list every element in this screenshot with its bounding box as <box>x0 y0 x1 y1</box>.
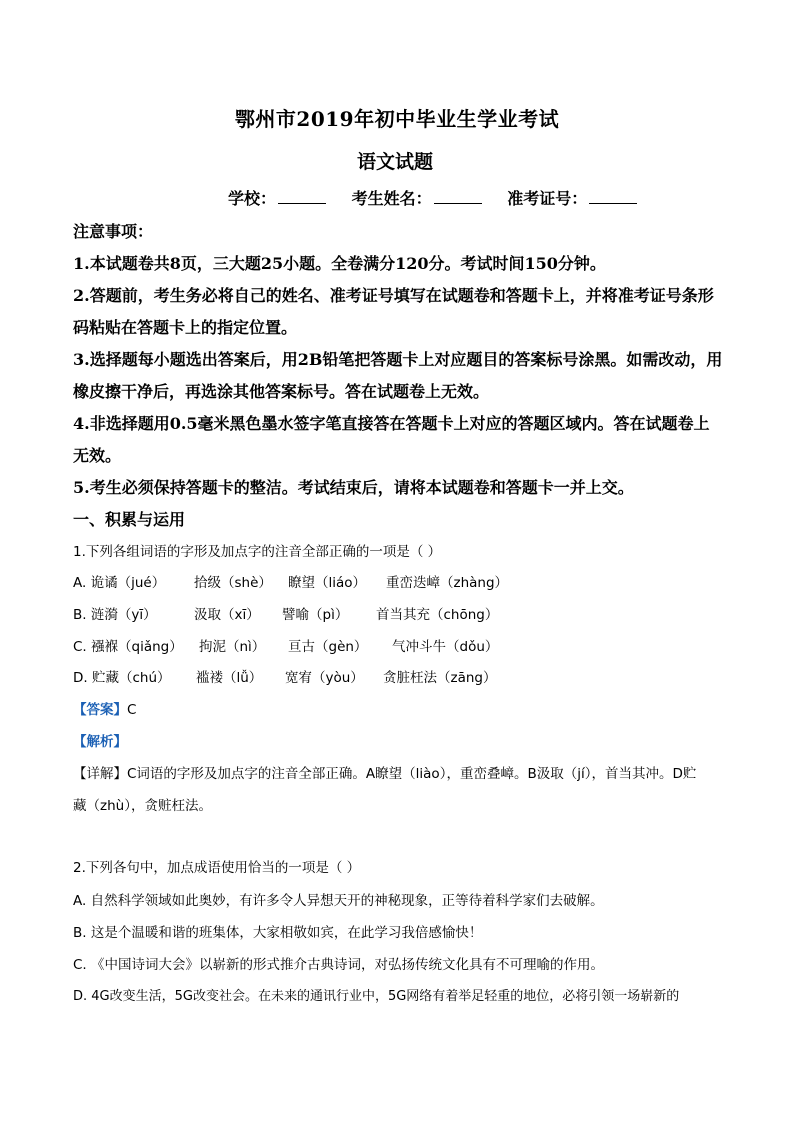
notice-line-3b: 橡皮擦干净后，再选涂其他答案标号。答在试题卷上无效。 <box>73 382 490 401</box>
q1-answer <box>73 698 136 718</box>
q1-option-b-4: 首当其充（chōng） <box>376 607 499 623</box>
notice-line-3a: 3.选择题每小题选出答案后，用2B铅笔把答题卡上对应题目的答案标号涂黑。如需改动，用 <box>73 350 723 369</box>
q1-option-a-1: A. 诡谲（jué） <box>73 575 166 591</box>
school-label: 学校： <box>228 189 277 208</box>
id-blank[interactable] <box>589 188 637 204</box>
q1-detail-line-1 <box>73 762 696 782</box>
notice-line-1: 1.本试题卷共8页，三大题25小题。全卷满分120分。考试时间150分钟。 <box>73 254 606 273</box>
name-label: 考生姓名： <box>351 189 432 208</box>
candidate-info-line <box>228 186 657 209</box>
page-title: 鄂州市2019年初中毕业生学业考试 <box>234 107 560 131</box>
notice-line-2b: 码粘贴在答题卡上的指定位置。 <box>73 318 298 337</box>
q1-option-c-2: 拘泥（nì） <box>199 639 266 655</box>
q2-option-b: B. 这是个温暖和谐的班集体，大家相敬如宾，在此学习我倍感愉快！ <box>73 925 483 941</box>
name-blank[interactable] <box>434 188 482 204</box>
notice-line-4b: 无效。 <box>73 446 122 465</box>
q1-option-c-3: 亘古（gèn） <box>288 639 368 655</box>
q1-option-b-1: B. 涟漪（yī） <box>73 607 157 623</box>
q1-option-d-2: 褴褛（lǚ） <box>196 670 263 686</box>
q2-option-c: C. 《中国诗词大会》以崭新的形式推介古典诗词，对弘扬传统文化具有不可理喻的作用。 <box>73 957 605 973</box>
notice-line-2a: 2.答题前，考生务必将自己的姓名、准考证号填写在试题卷和答题卡上，并将准考证号条形 <box>73 286 714 305</box>
q1-option-d-1: D. 贮藏（chú） <box>73 670 171 686</box>
q2-option-d: D. 4G改变生活，5G改变社会。在未来的通讯行业中，5G网络有着举足轻重的地位，必将引领一场崭新的 <box>73 989 680 1004</box>
id-label: 准考证号： <box>507 189 588 208</box>
school-blank[interactable] <box>278 188 326 204</box>
detail-text-a: C词语的字形及加点字的注音全部正确。A瞭望（liào），重峦叠嶂。B汲取（jí），首当其冲。D贮 <box>127 766 697 782</box>
notice-heading: 注意事项： <box>73 222 154 241</box>
q1-analysis-label <box>73 730 127 750</box>
notice-line-5: 5.考生必须保持答题卡的整洁。考试结束后，请将本试题卷和答题卡一并上交。 <box>73 478 634 497</box>
answer-label: 【答案】 <box>73 702 127 718</box>
q2-stem: 2.下列各句中，加点成语使用恰当的一项是（ ） <box>73 860 361 876</box>
page-subtitle: 语文试题 <box>357 151 434 173</box>
q1-option-c-4: 气冲斗牛（dǒu） <box>392 639 499 655</box>
q1-option-d-3: 宽宥（yòu） <box>285 670 364 686</box>
analysis-label: 【解析】 <box>73 734 127 750</box>
detail-label: 【详解】 <box>73 766 127 782</box>
notice-line-4a: 4.非选择题用0.5毫米黑色墨水签字笔直接答在答题卡上对应的答题区域内。答在试题卷上 <box>73 414 710 433</box>
q1-option-a-4: 重峦迭嶂（zhàng） <box>386 575 509 591</box>
answer-value: C <box>127 702 137 718</box>
q1-option-b-3: 譬喻（pì） <box>282 607 349 623</box>
q1-detail-line-2: 藏（zhù），贪赃枉法。 <box>73 798 212 814</box>
q2-option-a: A. 自然科学领域如此奥妙，有许多令人异想天开的神秘现象，正等待着科学家们去破解。 <box>73 893 604 909</box>
section-heading: 一、积累与运用 <box>73 510 186 529</box>
q1-option-c-1: C. 襁褓（qiǎng） <box>73 639 183 655</box>
q1-option-d-4: 贪脏枉法（zāng） <box>383 670 497 686</box>
q1-option-a-2: 拾级（shè） <box>194 575 272 591</box>
q1-stem: 1.下列各组词语的字形及加点字的注音全部正确的一项是（ ） <box>73 544 442 560</box>
q1-option-a-3: 瞭望（liáo） <box>288 575 367 591</box>
q1-option-b-2: 汲取（xī） <box>194 607 260 623</box>
